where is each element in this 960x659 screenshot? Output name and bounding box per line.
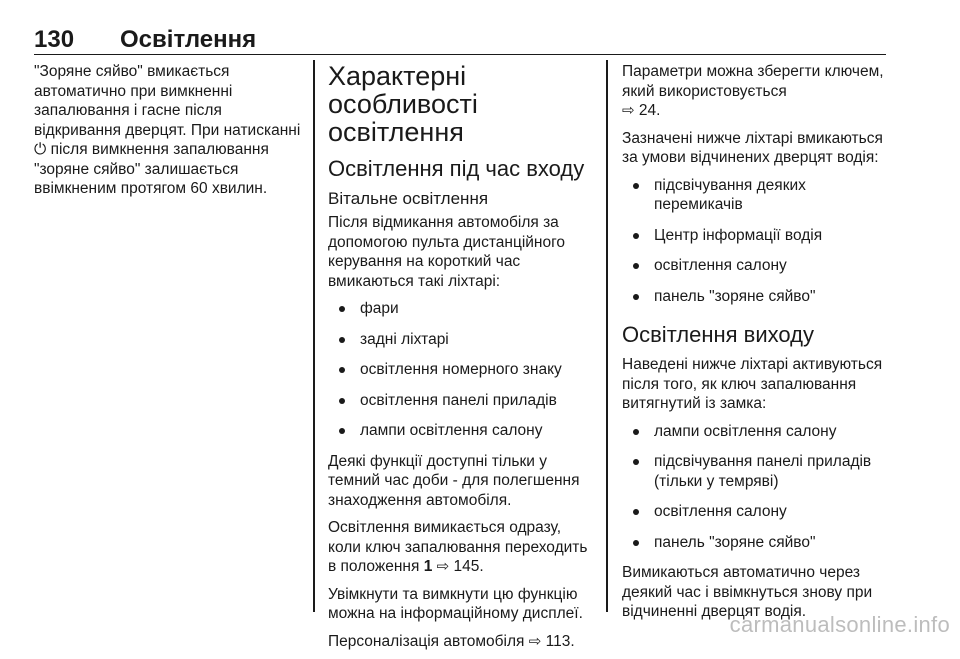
list-item: задні ліхтарі	[328, 330, 598, 350]
column-divider-2	[606, 60, 608, 612]
page-ref-icon: ⇨	[622, 102, 635, 119]
column-1	[34, 62, 302, 207]
page-ref-link[interactable]: 145	[453, 558, 480, 575]
starry-sky-paragraph: "Зоряне сяйво" вмикається автоматично при вимкненні запалювання і гасне після відкривання дверцят. При натисканні ⏻ після вимкнення запалювання "зоряне сяйво" залишається ввімкненим протягом 60 хвилин.	[34, 63, 301, 197]
key-settings-paragraph: Параметри можна зберегти ключем, який використовується ⇨ 24.	[622, 63, 884, 119]
dark-only-note: Деякі функції доступні тільки у темний час доби - для полегшення знаходження автомобіля.	[328, 452, 580, 509]
door-open-intro: Зазначені нижче ліхтарі вмикаються за умови відчинених дверцят водія:	[622, 129, 883, 166]
section-title: Освітлення	[120, 26, 257, 53]
personalization-ref: Персоналізація автомобіля ⇨ 113.	[328, 632, 575, 650]
page-header	[34, 26, 886, 55]
welcome-lights-list	[328, 299, 598, 441]
column-3	[622, 62, 892, 630]
column-divider-1	[313, 60, 315, 612]
site-watermark: carmanualsonline.info	[729, 612, 950, 637]
chapter-heading: Характерні особливості освітлення	[328, 61, 478, 147]
list-item: освітлення салону	[622, 502, 892, 522]
list-item: панель "зоряне сяйво"	[622, 287, 892, 307]
list-item: освітлення панелі приладів	[328, 391, 598, 411]
list-item: фари	[328, 299, 598, 319]
welcome-intro: Після відмикання автомобіля за допомогою пульта дистанційного керування на короткий час вмикаються такі ліхтарі:	[328, 214, 566, 290]
column-2	[328, 62, 598, 659]
exit-lighting-heading: Освітлення виходу	[622, 322, 814, 347]
entry-lighting-heading: Освітлення під час входу	[328, 156, 585, 181]
exit-intro: Наведені нижче ліхтарі активуються після того, як ключ запалювання витягнутий із замка:	[622, 356, 883, 412]
page-ref-link[interactable]: 113	[545, 632, 571, 650]
list-item: лампи освітлення салону	[622, 422, 892, 442]
list-item: підсвічування панелі приладів (тільки у темряві)	[622, 452, 892, 491]
ignition-position: 1	[423, 558, 433, 575]
power-icon: ⏻	[34, 141, 47, 158]
list-item: Центр інформації водія	[622, 226, 892, 246]
list-item: лампи освітлення салону	[328, 421, 598, 441]
door-open-lights-list	[622, 176, 892, 307]
list-item: освітлення номерного знаку	[328, 360, 598, 380]
ignition-off-note: Освітлення вимикається одразу, коли ключ запалювання переходить в положення 1 ⇨ 145.	[328, 519, 588, 575]
page-ref-link[interactable]: 24	[638, 102, 657, 119]
toggle-note: Увімкнути та вимкнути цю функцію можна на інформаційному дисплеї.	[328, 585, 583, 622]
list-item: підсвічування деяких перемикачів	[622, 176, 892, 215]
list-item: панель "зоряне сяйво"	[622, 533, 892, 553]
page-ref-icon: ⇨	[436, 558, 450, 575]
exit-lights-list	[622, 422, 892, 553]
welcome-lighting-heading: Вітальне освітлення	[328, 189, 489, 208]
list-item: освітлення салону	[622, 256, 892, 276]
page-number: 130	[34, 26, 75, 53]
auto-off-note: Вимикаються автоматично через деякий час і ввімкнуться знову при відчиненні дверцят водія.	[622, 564, 873, 620]
page-ref-icon: ⇨	[528, 632, 542, 650]
